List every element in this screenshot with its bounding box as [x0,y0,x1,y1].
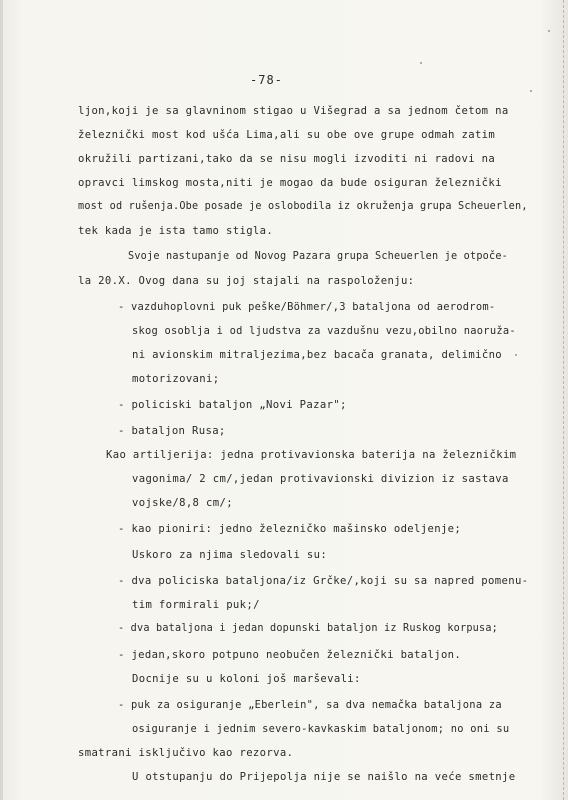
list-item: - vazduhoplovni puk peške/Böhmer/,3 bataljona od aerodrom- [118,301,496,313]
scan-speck [515,354,517,356]
text-line: vojske/8,8 cm/; [132,497,233,509]
scan-speck [548,30,550,32]
list-item: - kao pioniri: jedno železničko mašinsko odeljenje; [118,523,462,535]
text-line: železnički most kod ušća Lima,ali su obe ove grupe odmah zatim [78,129,496,141]
list-item-continuation: ni avionskim mitraljezima,bez bacača granata, delimično [132,349,503,361]
list-item: - jedan,skoro potpuno neobučen železnički bataljon. [118,649,462,661]
list-item-continuation: tim formirali puk;/ [132,599,260,611]
list-item: - policiski bataljon „Novi Pazar"; [118,399,347,411]
text-line: tek kada je ista tamo stigla. [78,225,274,237]
list-item: - dva bataljona i jedan dopunski bataljon iz Ruskog korpusa; [118,623,499,634]
text-line: Kao artiljerija: jedna protivavionska baterija na železničkim [106,449,517,461]
list-item: - bataljon Rusa; [118,425,226,437]
text-line: la 20.X. Ovog dana su joj stajali na raspoloženju: [78,275,415,287]
text-line: Docnije su u koloni još marševali: [132,673,361,685]
list-item: - dva policiska bataljona/iz Grčke/,koji su sa napred pomenu- [118,575,529,587]
text-line: Uskoro za njima sledovali su: [132,549,328,561]
paragraph-start-line: U otstupanju do Prijepolja nije se naišlo na veće smetnje [132,771,516,783]
text-line: smatrani isključivo kao rezorva. [78,747,294,759]
text-line: okružili partizani,tako da se nisu mogli izvoditi ni radovi na [78,153,496,165]
list-item-continuation: osiguranje i jednim severo-kavkaskim bataljonom; no oni su [132,723,510,735]
page-right-edge [562,0,564,800]
scan-speck [530,90,532,92]
scan-speck [420,62,422,64]
text-line: ljon,koji je sa glavninom stigao u Višegrad a sa jednom četom na [78,105,509,117]
list-item-continuation: motorizovani; [132,373,220,385]
list-item: - puk za osiguranje „Eberlein", sa dva nemačka bataljona za [118,699,502,711]
paragraph-start-line: Svoje nastupanje od Novog Pazara grupa Scheuerlen je otpoče- [128,251,509,262]
text-line: vagonima/ 2 cm/,jedan protivavionski divizion iz sastava [132,473,509,485]
page-left-edge [0,0,3,800]
text-line: opravci limskog mosta,niti je mogao da bude osiguran železnički [78,177,502,189]
page-number: -78- [250,73,283,87]
text-line: most od rušenja.Obe posade je oslobodila iz okruženja grupa Scheuerlen, [78,201,528,212]
list-item-continuation: skog osoblja i od ljudstva za vazdušnu vezu,obilno naoruža- [132,325,516,337]
